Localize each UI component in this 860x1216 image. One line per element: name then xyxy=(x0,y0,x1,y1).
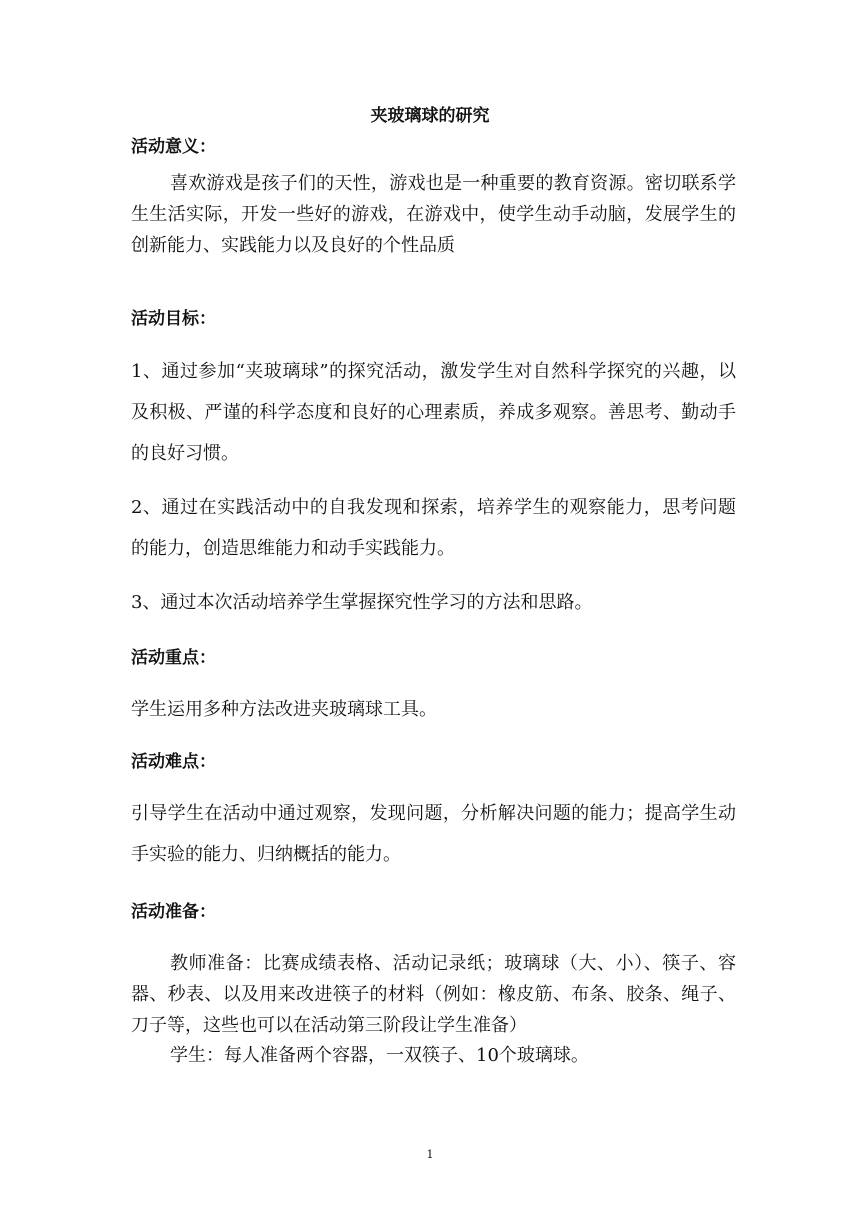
document-title: 夹玻璃球的研究 xyxy=(370,106,490,126)
objective-item-1: 1、通过参加“夹玻璃球”的探究活动，激发学生对自然科学探究的兴趣，以及积极、严谨的科学态度和良好的心理素质，养成多观察。善思考、勤动手的良好习惯。 xyxy=(131,361,736,464)
paragraph-difficulties: 引导学生在活动中通过观察，发现问题，分析解决问题的能力；提高学生动手实验的能力、归纳概括的能力。 xyxy=(131,803,736,865)
paragraph-significance: 喜欢游戏是孩子们的天性，游戏也是一种重要的教育资源。密切联系学生生活实际，开发一些好的游戏，在游戏中，使学生动手动脑，发展学生的创新能力、实践能力以及良好的个性品质 xyxy=(131,173,736,256)
heading-preparation: 活动准备： xyxy=(131,902,216,922)
paragraph-key-points: 学生运用多种方法改进夹玻璃球工具。 xyxy=(131,699,437,720)
paragraph-teacher-preparation: 教师准备：比赛成绩表格、活动记录纸；玻璃球（大、小）、筷子、容器、秒表、以及用来改进筷子的材料（例如：橡皮筋、布条、胶条、绳子、刀子等，这些也可以在活动第三阶段让学生准备） xyxy=(131,953,736,1036)
heading-key-points: 活动重点： xyxy=(131,648,216,668)
page-number: 1 xyxy=(426,1148,434,1161)
heading-significance: 活动意义： xyxy=(131,137,216,157)
objective-item-3: 3、通过本次活动培养学生掌握探究性学习的方法和思路。 xyxy=(131,592,593,613)
heading-difficulties: 活动难点： xyxy=(131,752,216,772)
heading-objectives: 活动目标： xyxy=(131,309,216,329)
paragraph-student-preparation: 学生：每人准备两个容器，一双筷子、10个玻璃球。 xyxy=(170,1045,589,1066)
objective-item-2: 2、通过在实践活动中的自我发现和探索，培养学生的观察能力，思考问题的能力，创造思维能力和动手实践能力。 xyxy=(131,497,736,559)
